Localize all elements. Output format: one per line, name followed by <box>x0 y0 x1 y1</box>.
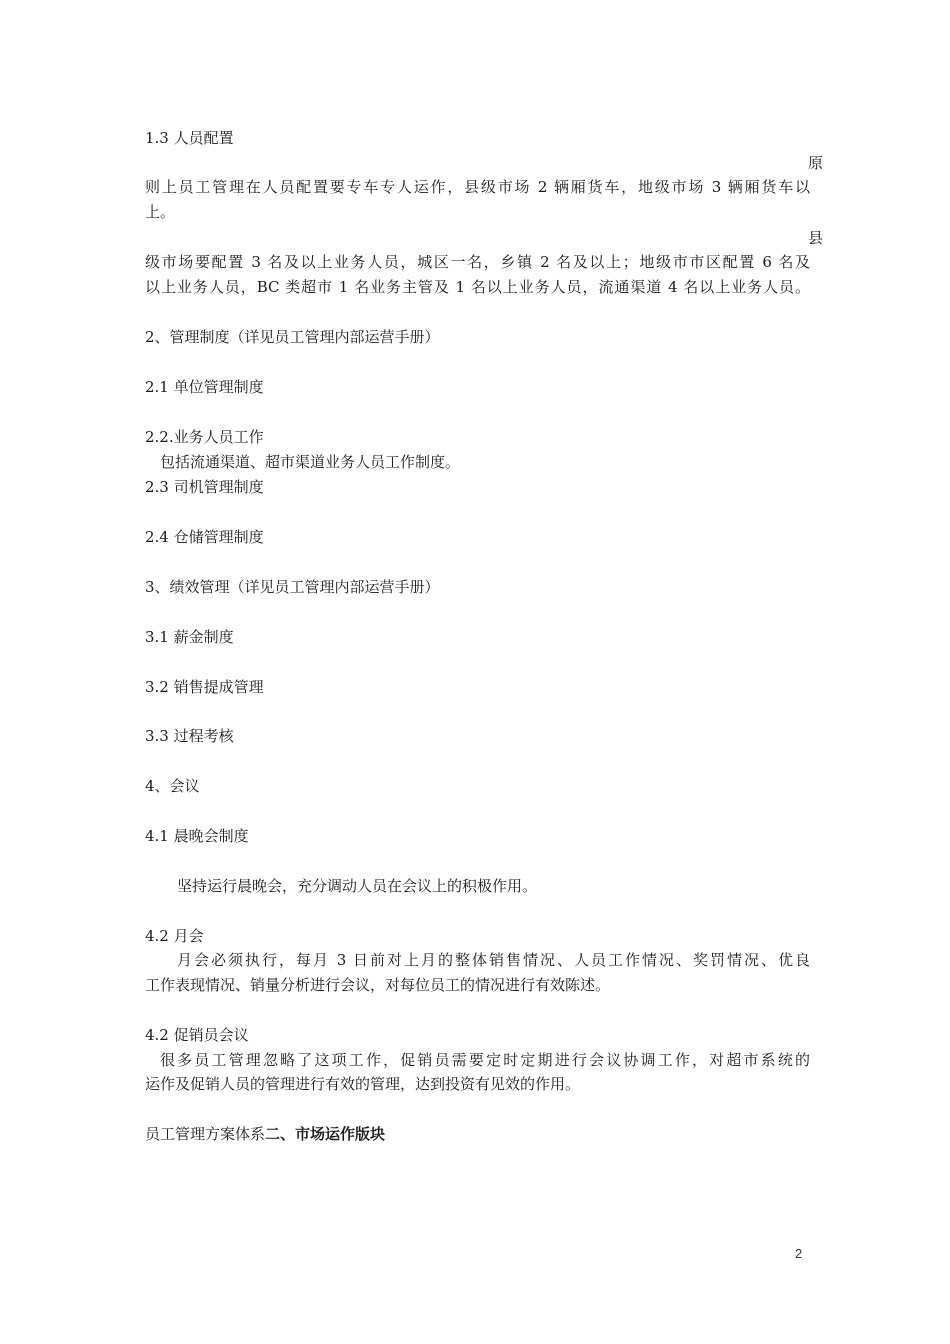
heading-4-1: 4.1 晨晚会制度 <box>145 827 249 845</box>
paragraph-line: 月会必须执行，每月 3 日前对上月的整体销售情况、人员工作情况、奖罚情况、优良 <box>177 951 810 969</box>
paragraph-line: 坚持运行晨晚会，充分调动人员在会议上的积极作用。 <box>177 877 538 895</box>
paragraph-line: 上。 <box>145 203 176 221</box>
paragraph-line: 很多员工管理忽略了这项工作，促销员需要定时定期进行会议协调工作，对超市系统的 <box>160 1051 810 1069</box>
paragraph-line: 级市场要配置 3 名及以上业务人员，城区一名，乡镇 2 名及以上；地级市市区配置 6 名及 <box>145 253 810 271</box>
heading-3: 3、绩效管理（详见员工管理内部运营手册） <box>145 578 440 596</box>
paragraph-line: 运作及促销人员的管理进行有效的管理，达到投资有见效的作用。 <box>145 1075 581 1093</box>
heading-4-2-promoter: 4.2 促销员会议 <box>145 1026 249 1044</box>
heading-2: 2、管理制度（详见员工管理内部运营手册） <box>145 328 440 346</box>
footer-section-line <box>145 1123 385 1145</box>
heading-4-2-monthly: 4.2 月会 <box>145 927 204 945</box>
footer-prefix: 员工管理方案体系 <box>145 1125 266 1143</box>
paragraph-line: 工作表现情况、销量分析进行会议，对每位员工的情况进行有效陈述。 <box>145 976 611 994</box>
page-number: 2 <box>795 1246 803 1261</box>
paragraph-line: 包括流通渠道、超市渠道业务人员工作制度。 <box>160 453 461 471</box>
heading-2-3: 2.3 司机管理制度 <box>145 478 264 496</box>
heading-2-1: 2.1 单位管理制度 <box>145 378 264 396</box>
paragraph-line: 以上业务人员，BC 类超市 1 名业务主管及 1 名以上业务人员，流通渠道 4 名以上业务人员。 <box>145 278 810 296</box>
heading-3-3: 3.3 过程考核 <box>145 727 234 745</box>
heading-3-1: 3.1 薪金制度 <box>145 628 234 646</box>
paragraph-line: 原 <box>807 154 823 172</box>
paragraph-line: 则上员工管理在人员配置要专车专人运作，县级市场 2 辆厢货车，地级市场 3 辆厢货车以 <box>145 178 810 196</box>
paragraph-line: 县 <box>807 229 823 247</box>
heading-2-4: 2.4 仓储管理制度 <box>145 528 264 546</box>
heading-3-2: 3.2 销售提成管理 <box>145 678 264 696</box>
heading-2-2: 2.2.业务人员工作 <box>145 428 264 446</box>
heading-4: 4、会议 <box>145 777 200 795</box>
footer-bold-title: 二、市场运作版块 <box>265 1125 386 1143</box>
heading-1-3: 1.3 人员配置 <box>145 129 234 147</box>
